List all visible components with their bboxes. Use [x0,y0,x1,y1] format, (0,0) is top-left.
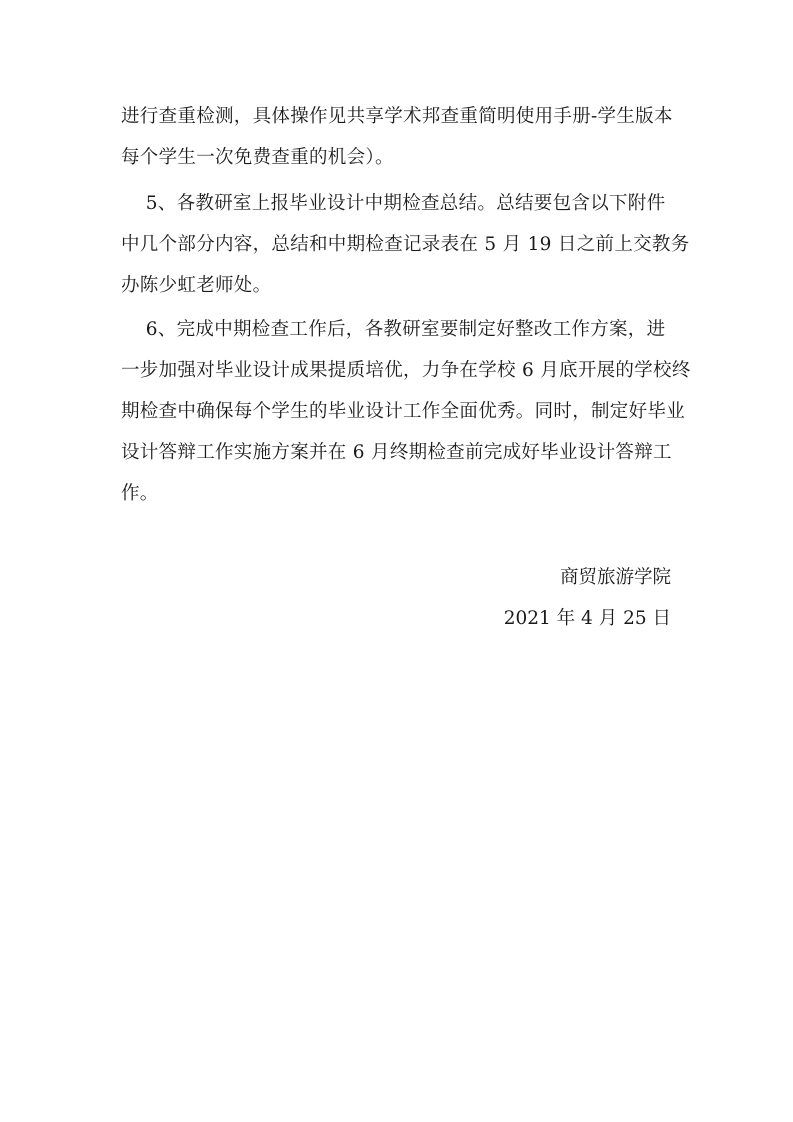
paragraph-2-line-3: 办陈少虹老师处。 [121,275,272,296]
paragraph-3-line-2: 一步加强对毕业设计成果提质培优，力争在学校 6 月底开展的学校终 [121,360,691,381]
paragraph-3-line-5: 作。 [121,483,159,504]
paragraph-1-line-1: 进行查重检测，具体操作见共享学术邦查重简明使用手册-学生版本 [121,106,673,127]
paragraph-2-line-1: 5、各教研室上报毕业设计中期检查总结。总结要包含以下附件 [121,193,666,214]
paragraph-3-line-1: 6、完成中期检查工作后，各教研室要制定好整改工作方案，进 [121,319,666,340]
paragraph-2-line-2: 中几个部分内容，总结和中期检查记录表在 5 月 19 日之前上交教务 [121,234,690,255]
paragraph-3-line-3: 期检查中确保每个学生的毕业设计工作全面优秀。同时，制定好毕业 [121,401,686,422]
paragraph-3-line-4: 设计答辩工作实施方案并在 6 月终期检查前完成好毕业设计答辩工 [121,442,672,463]
signature-date: 2021 年 4 月 25 日 [503,608,671,629]
paragraph-1-line-2: 每个学生一次免费查重的机会）。 [121,147,394,168]
signature-organization: 商贸旅游学院 [559,567,671,588]
